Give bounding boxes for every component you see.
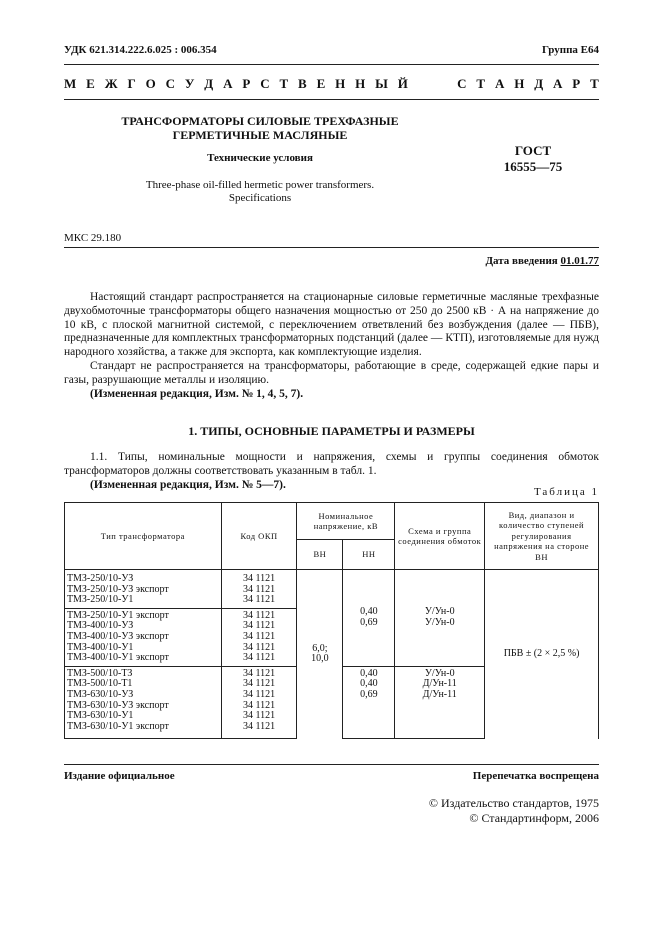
scheme-value: Д/Ун-11	[422, 688, 457, 700]
header-vn: ВН	[297, 540, 343, 570]
type-cell: ТМЗ-500/10-Т1	[67, 678, 133, 690]
footer-rule	[64, 764, 599, 765]
banner-letter: Т	[279, 76, 289, 91]
gost-number: ГОСТ 16555—75	[503, 143, 563, 174]
header-voltage: Номинальное напряжение, кВ	[297, 503, 395, 540]
banner-letter: Д	[534, 76, 544, 91]
okp-cell: 34 1121	[243, 652, 276, 664]
scheme-value: У/Ун-0	[424, 667, 455, 679]
banner-letter: Й	[397, 76, 408, 91]
section-text	[64, 451, 599, 492]
okp-cell: 34 1121	[243, 573, 276, 584]
okp-cell: 34 1121	[243, 720, 276, 732]
type-cell: ТМЗ-400/10-У1 экспорт	[67, 652, 169, 664]
banner-letter: Н	[355, 76, 366, 91]
document-subtitle: Технические условия	[207, 152, 313, 164]
banner-letter: Г	[127, 76, 136, 91]
okp-cell: 34 1121	[243, 678, 276, 690]
okp-cell: 34 1121	[243, 641, 276, 653]
vn-value: 10,0	[311, 653, 329, 665]
banner-letter: Р	[242, 76, 251, 91]
type-cell: ТМЗ-250/10-У1 экспорт	[67, 609, 169, 621]
banner-letter: О	[145, 76, 156, 91]
header-scheme: Схема и группа соединения обмоток	[395, 503, 485, 570]
okp-cell: 34 1121	[243, 710, 276, 722]
type-cell: ТМЗ-400/10-УЗ	[67, 620, 134, 632]
banner-letter: В	[298, 76, 307, 91]
clause-1-1: 1.1. Типы, номинальные мощности и напряжения, схемы и группы соединения обмоток трансформаторов должны соответствовать указанным в табл. 1.	[64, 451, 599, 477]
top-rule	[64, 64, 599, 65]
scheme-value: Д/Ун-11	[422, 678, 457, 690]
banner-letter: А	[223, 76, 233, 91]
english-title: Three-phase oil-filled hermetic power transformers. Specifications	[145, 179, 375, 204]
banner-letter: У	[184, 76, 195, 91]
header-type: Тип трансформатора	[65, 503, 222, 570]
banner-letter: С	[260, 76, 270, 91]
type-cell: ТМЗ-630/10-УЗ экспорт	[67, 699, 169, 711]
intro-paragraph: Настоящий стандарт распространяется на стационарные силовые герметичные масляные трехфазные двухобмоточные трансформаторы общего назначения мощностью от 250 до 2500 кВ · А на напряжение до 10 кВ, с плоской магнитной системой, с переключением ответвлений без возбуждения (далее — ПБВ), предназначенные для комплектных трансформаторных подстанций (далее — КТП), изготовляемые для нужд народного хозяйства, а также для экспорта, как комплектующие изделия.	[64, 291, 599, 359]
type-cell: ТМЗ-400/10-У1	[67, 641, 134, 653]
okp-cell: 34 1121	[243, 688, 276, 700]
banner-rule	[64, 99, 599, 100]
banner-letter: Н	[335, 76, 346, 91]
table-row-group	[65, 570, 599, 609]
banner-letter: С	[457, 76, 467, 91]
nn-value: 0,69	[360, 616, 378, 628]
okp-cell: 34 1121	[243, 630, 276, 642]
banner-letter: С	[165, 76, 175, 91]
banner-letter: Н	[514, 76, 525, 91]
regulation-value: ПБВ ± (2 × 2,5 %)	[485, 570, 599, 739]
scheme-value: У/Ун-0	[424, 616, 455, 628]
okp-cell: 34 1121	[243, 594, 276, 606]
vn-value: 6,0;	[312, 642, 328, 654]
type-cell: ТМЗ-400/10-УЗ экспорт	[67, 630, 169, 642]
banner-letter: Ж	[104, 76, 118, 91]
amendment-note: (Измененная редакция, Изм. № 5—7).	[90, 478, 286, 491]
banner-letter: Р	[572, 76, 581, 91]
nn-value: 0,40	[360, 678, 378, 690]
transformer-table	[64, 502, 599, 739]
udk-code: УДК 621.314.222.6.025 : 006.354	[64, 44, 217, 56]
reprint-notice: Перепечатка воспрещена	[472, 770, 599, 782]
scheme-value: У/Ун-0	[424, 606, 455, 618]
banner-letter: Е	[86, 76, 95, 91]
okp-cell: 34 1121	[243, 620, 276, 632]
banner-letter: А	[494, 76, 505, 91]
nn-value: 0,69	[360, 688, 378, 700]
mks-rule	[64, 247, 599, 248]
banner-letter: Т	[590, 76, 599, 91]
okp-cell: 34 1121	[243, 583, 276, 595]
copyright: © Издательство стандартов, 1975 © Стандартинформ, 2006	[428, 796, 599, 825]
intro-text	[64, 291, 599, 401]
banner-letter: А	[553, 76, 563, 91]
type-cell: ТМЗ-630/10-У1	[67, 710, 134, 722]
table-label: Таблица 1	[533, 486, 599, 498]
banner-letter: Ы	[375, 76, 388, 91]
document-title: ТРАНСФОРМАТОРЫ СИЛОВЫЕ ТРЕХФАЗНЫЕ ГЕРМЕТИЧНЫЕ МАСЛЯНЫЕ	[121, 114, 399, 142]
type-cell: ТМЗ-250/10-УЗ	[67, 573, 134, 584]
banner-letter: Е	[316, 76, 326, 91]
standard-banner	[64, 76, 599, 92]
type-cell: ТМЗ-630/10-УЗ	[67, 688, 134, 700]
type-cell: ТМЗ-250/10-УЗ экспорт	[67, 583, 169, 595]
amendment-note: (Измененная редакция, Изм. № 1, 4, 5, 7).	[90, 387, 304, 400]
nn-value: 0,40	[360, 606, 378, 618]
okp-cell: 34 1121	[243, 667, 276, 679]
type-cell: ТМЗ-250/10-У1	[67, 594, 134, 606]
nn-value: 0,40	[360, 667, 378, 679]
banner-letter: Т	[476, 76, 486, 91]
group-code: Группа Е64	[541, 44, 599, 56]
mks-code: МКС 29.180	[64, 232, 122, 244]
introduction-date: Дата введения 01.01.77	[485, 255, 599, 267]
type-cell: ТМЗ-500/10-ТЗ	[67, 667, 133, 679]
banner-letter: М	[64, 76, 77, 91]
okp-cell: 34 1121	[243, 609, 276, 621]
type-cell: ТМЗ-630/10-У1 экспорт	[67, 720, 169, 732]
section-title: 1. ТИПЫ, ОСНОВНЫЕ ПАРАМЕТРЫ И РАЗМЕРЫ	[188, 424, 475, 438]
okp-cell: 34 1121	[243, 699, 276, 711]
intro-paragraph: Стандарт не распространяется на трансформаторы, работающие в среде, содержащей едкие пары и газы, разрушающие металлы и изоляцию.	[64, 359, 599, 386]
official-edition: Издание официальное	[64, 770, 175, 782]
header-okp: Код ОКП	[221, 503, 297, 570]
banner-letter: Д	[204, 76, 214, 91]
header-regulation: Вид, диапазон и количество ступеней регулирования напряжения на стороне ВН	[485, 503, 599, 570]
header-nn: НН	[343, 540, 395, 570]
